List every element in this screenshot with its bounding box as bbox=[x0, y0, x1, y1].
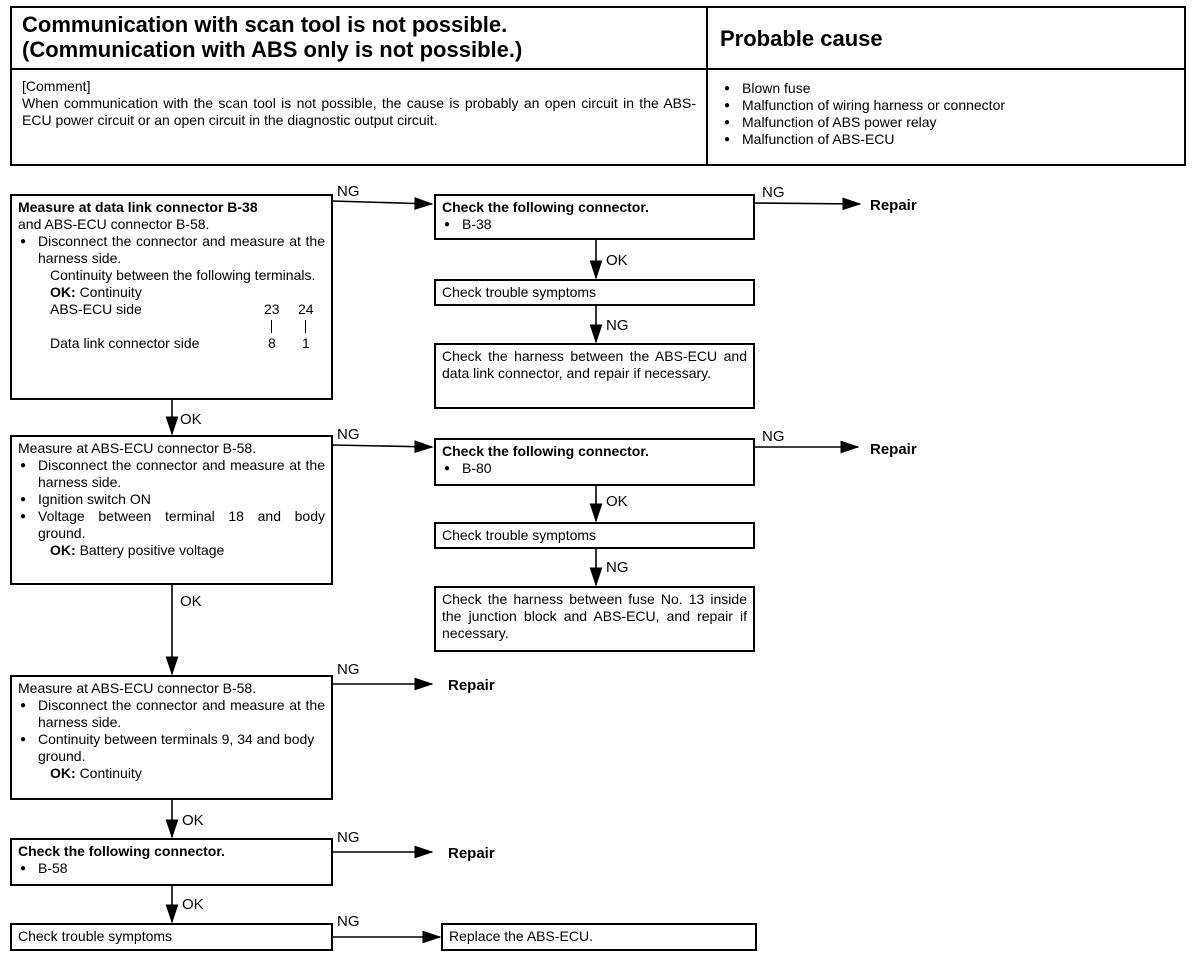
step2-bullet1: ● Disconnect the connector and measure at the harness side. bbox=[18, 457, 325, 491]
ng-label: NG bbox=[337, 426, 360, 443]
step1-row1 bbox=[18, 301, 325, 318]
ok-label: OK bbox=[182, 812, 204, 829]
step2-harness-box bbox=[434, 586, 755, 652]
cause-item: ● Blown fuse bbox=[722, 80, 1170, 97]
step1-line1: Measure at data link connector B-38 bbox=[18, 199, 258, 215]
ok-label: OK bbox=[180, 593, 202, 610]
step4-check-title: Check the following connector. bbox=[18, 843, 225, 859]
ng-label: NG bbox=[337, 183, 360, 200]
step1-check-title: Check the following connector. bbox=[442, 199, 649, 215]
ng-label: NG bbox=[762, 184, 785, 201]
comment-label: [Comment] bbox=[22, 78, 91, 94]
repair-label: Repair bbox=[448, 677, 495, 694]
ng-label: NG bbox=[762, 428, 785, 445]
step2-symptoms: Check trouble symptoms bbox=[442, 527, 597, 543]
step1-harness-box bbox=[434, 343, 755, 409]
step2-harness: Check the harness between fuse No. 13 inside the junction block and ABS-ECU, and repair if necessary. bbox=[442, 591, 747, 641]
ok-label: OK bbox=[606, 493, 628, 510]
step3-measure-box bbox=[10, 675, 333, 800]
ok-label: OK bbox=[180, 411, 202, 428]
step1-row2-a: 8 bbox=[268, 335, 276, 351]
step2-line1: Measure at ABS-ECU connector B-58. bbox=[18, 440, 257, 456]
ok-label: OK bbox=[606, 252, 628, 269]
repair-label: Repair bbox=[870, 197, 917, 214]
step2-symptoms-box bbox=[434, 522, 755, 549]
step1-row1-a: 23 bbox=[264, 301, 280, 317]
step1-text1: Continuity between the following terminals. bbox=[50, 267, 316, 283]
step1-check-item: ● B-38 bbox=[442, 216, 747, 233]
step1-row2-label: Data link connector side bbox=[50, 335, 200, 351]
header-title-line1: Communication with scan tool is not possible. bbox=[22, 12, 508, 37]
step2-check-connector-box bbox=[434, 438, 755, 486]
step3-bullet1: ● Disconnect the connector and measure at the harness side. bbox=[18, 697, 325, 731]
ng-label: NG bbox=[337, 829, 360, 846]
step1-harness: Check the harness between the ABS-ECU and data link connector, and repair if necessary. bbox=[442, 348, 747, 381]
step5-symptoms-box bbox=[10, 923, 333, 951]
probable-cause-title: Probable cause bbox=[720, 25, 883, 51]
step1-bullet: ● Disconnect the connector and measure at the harness side. bbox=[18, 233, 325, 267]
ng-label: NG bbox=[337, 913, 360, 930]
repair-label: Repair bbox=[448, 845, 495, 862]
step1-line2: and ABS-ECU connector B-58. bbox=[18, 216, 210, 232]
step2-ok-row bbox=[18, 542, 325, 559]
step4-check-connector-box bbox=[10, 838, 333, 886]
tick-mark bbox=[305, 320, 306, 333]
step2-check-item: ● B-80 bbox=[442, 460, 747, 477]
tick-mark bbox=[271, 320, 272, 333]
step3-line1: Measure at ABS-ECU connector B-58. bbox=[18, 680, 257, 696]
step2-bullet3: ● Voltage between terminal 18 and body ground. bbox=[18, 508, 325, 542]
step1-check-connector-box bbox=[434, 194, 755, 240]
step1-measure-box bbox=[10, 194, 333, 400]
ng-label: NG bbox=[337, 661, 360, 678]
step3-bullet2: ● Continuity between terminals 9, 34 and body ground. bbox=[18, 731, 325, 765]
cause-item: ● Malfunction of ABS-ECU bbox=[722, 131, 1170, 148]
step5-replace-box bbox=[441, 923, 757, 951]
ok-label: OK bbox=[182, 896, 204, 913]
step1-ok-label: OK: bbox=[50, 284, 76, 300]
step5-symptoms: Check trouble symptoms bbox=[18, 928, 173, 944]
step1-row1-b: 24 bbox=[298, 301, 314, 317]
step1-row2-b: 1 bbox=[302, 335, 310, 351]
step3-ok-value: Continuity bbox=[79, 765, 142, 781]
step1-row2 bbox=[18, 335, 325, 352]
step2-bullet2: ● Ignition switch ON bbox=[18, 491, 325, 508]
repair-label: Repair bbox=[870, 441, 917, 458]
step2-measure-box bbox=[10, 435, 333, 585]
step3-ok-row bbox=[18, 765, 325, 782]
step2-check-title: Check the following connector. bbox=[442, 443, 649, 459]
step4-check-item: ● B-58 bbox=[18, 860, 325, 877]
header-title-line2: (Communication with ABS only is not possible.) bbox=[22, 37, 523, 62]
step1-symptoms-box bbox=[434, 279, 755, 306]
comment-text: When communication with the scan tool is not possible, the cause is probably an open circuit in the ABS-ECU power circuit or an open circuit in the diagnostic output circuit. bbox=[22, 95, 696, 128]
step2-ok-value: Battery positive voltage bbox=[79, 542, 225, 558]
step3-ok-label: OK: bbox=[50, 765, 76, 781]
step2-ok-label: OK: bbox=[50, 542, 76, 558]
step1-ok-value: Continuity bbox=[79, 284, 142, 300]
step1-ticks bbox=[18, 318, 325, 335]
step1-row1-label: ABS-ECU side bbox=[50, 301, 142, 317]
step1-ok-row bbox=[18, 284, 325, 301]
cause-item: ● Malfunction of wiring harness or connector bbox=[722, 97, 1170, 114]
cause-item: ● Malfunction of ABS power relay bbox=[722, 114, 1170, 131]
step5-replace: Replace the ABS-ECU. bbox=[449, 928, 593, 944]
ng-label: NG bbox=[606, 559, 629, 576]
ng-label: NG bbox=[606, 317, 629, 334]
step1-symptoms: Check trouble symptoms bbox=[442, 284, 597, 300]
